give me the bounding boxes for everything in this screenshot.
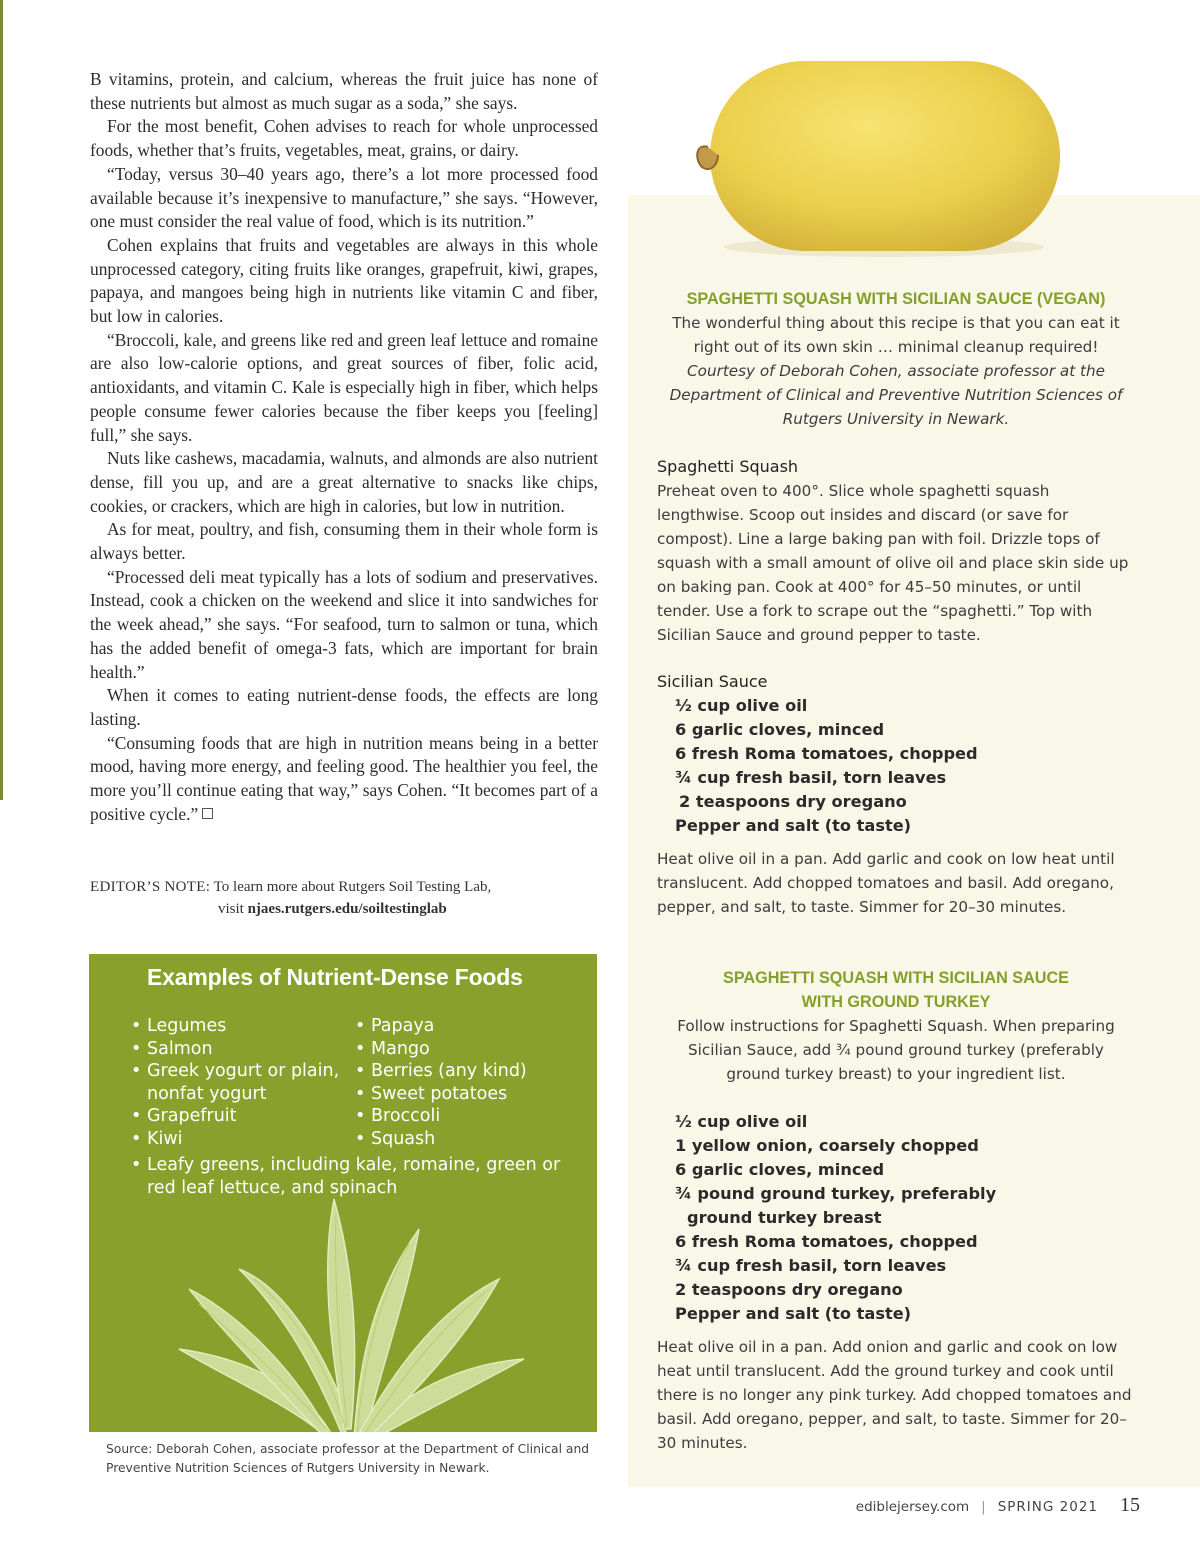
article-paragraph: Nuts like cashews, macadamia, walnuts, and almonds are also nutrient dense, fill you up, and are a great alternative to snacks like chips, cookies, or crackers, which are high in calories, but low in nutrition. bbox=[90, 448, 598, 516]
article-body bbox=[90, 68, 598, 827]
footer-separator: | bbox=[981, 1499, 986, 1515]
page-edge-rule bbox=[0, 0, 3, 800]
recipe-turkey-title-line2: WITH GROUND TURKEY bbox=[801, 993, 991, 1011]
ingredient-item: ¾ cup fresh basil, torn leaves bbox=[675, 1256, 947, 1275]
turkey-sauce-method: Heat olive oil in a pan. Add onion and garlic and cook on low heat until translucent. Add the ground turkey and cook until there is no longer any pink turkey. Add chopped tomatoes and basil. Add oregano, pepper, and salt, to taste. Simmer for 20–30 minutes. bbox=[657, 1338, 1132, 1452]
ingredient-item: 6 fresh Roma tomatoes, chopped bbox=[675, 744, 978, 763]
ingredient-item: 6 fresh Roma tomatoes, chopped bbox=[675, 1232, 978, 1251]
ingredient-item: ¾ cup fresh basil, torn leaves bbox=[675, 768, 947, 787]
food-item: • Leafy greens, including kale, romaine, green or red leaf lettuce, and spinach bbox=[131, 1154, 571, 1199]
sicilian-sauce-heading: Sicilian Sauce bbox=[657, 672, 768, 691]
ingredient-item: 2 teaspoons dry oregano bbox=[675, 1280, 903, 1299]
food-item: • Broccoli bbox=[355, 1105, 565, 1128]
leafy-greens-illustration bbox=[169, 1189, 529, 1432]
recipe-vegan-title: SPAGHETTI SQUASH WITH SICILIAN SAUCE (VEGAN) bbox=[686, 290, 1106, 308]
recipe-vegan-courtesy: Courtesy of Deborah Cohen, associate professor at the Department of Clinical and Preventive Nutrition Sciences of Rutgers University in Newark. bbox=[669, 362, 1123, 428]
article-paragraph: For the most benefit, Cohen advises to reach for whole unprocessed foods, whether that’s fruits, vegetables, meat, grains, or dairy. bbox=[90, 116, 598, 161]
article-paragraph: When it comes to eating nutrient-dense foods, the effects are long lasting. bbox=[90, 685, 598, 729]
ingredient-item: 6 garlic cloves, minced bbox=[675, 1160, 885, 1179]
foods-column-right bbox=[355, 1015, 565, 1150]
ingredient-item: ½ cup olive oil bbox=[675, 1112, 808, 1131]
nutrient-box-source: Source: Deborah Cohen, associate professor at the Department of Clinical and Preventive Nutrition Sciences of Rutgers University in Newark. bbox=[106, 1442, 590, 1475]
nutrient-box-title: Examples of Nutrient-Dense Foods bbox=[147, 964, 523, 990]
editor-note-link[interactable]: njaes.rutgers.edu/soiltestinglab bbox=[247, 901, 447, 917]
spaghetti-squash-heading: Spaghetti Squash bbox=[657, 457, 799, 476]
page-number: 15 bbox=[1120, 1494, 1140, 1516]
food-item: • Grapefruit bbox=[131, 1105, 356, 1128]
turkey-sauce-ingredients bbox=[657, 1110, 1135, 1326]
ingredient-item: 1 yellow onion, coarsely chopped bbox=[675, 1136, 979, 1155]
food-item: • Sweet potatoes bbox=[355, 1083, 565, 1106]
footer-season: SPRING 2021 bbox=[997, 1499, 1098, 1515]
ingredient-item: ground turkey breast bbox=[687, 1208, 882, 1227]
spaghetti-squash-instructions: Preheat oven to 400°. Slice whole spaghetti squash lengthwise. Scoop out insides and discard (or save for compost). Line a large baking pan with foil. Drizzle tops of squash with a small amount of olive oil and place skin side up on baking pan. Cook at 400° for 45–50 minutes, or until tender. Use a fork to scrape out the “spaghetti.” Top with Sicilian Sauce and ground pepper to taste. bbox=[657, 482, 1129, 644]
ingredient-item: Pepper and salt (to taste) bbox=[675, 816, 912, 835]
ingredient-item: 2 teaspoons dry oregano bbox=[679, 792, 907, 811]
editor-note-label: EDITOR’S NOTE: bbox=[90, 879, 211, 895]
editor-note-visit: visit bbox=[218, 901, 244, 917]
recipe-vegan-intro: The wonderful thing about this recipe is that you can eat it right out of its own skin … minimal cleanup required! bbox=[672, 314, 1120, 356]
editor-note bbox=[90, 876, 598, 920]
recipe-turkey-intro: Follow instructions for Spaghetti Squash. When preparing Sicilian Sauce, add ¾ pound ground turkey (preferably ground turkey breast) to your ingredient list. bbox=[677, 1017, 1115, 1083]
article-paragraph-last: “Consuming foods that are high in nutrition means being in a better mood, having more energy, and feeling good. The healthier you feel, the more you’ll continue eating that way,” says Cohen. “It becomes part of a positive cycle.” bbox=[90, 732, 598, 824]
food-item: • Greek yogurt or plain, nonfat yogurt bbox=[131, 1060, 356, 1105]
ingredient-item: 6 garlic cloves, minced bbox=[675, 720, 885, 739]
article-paragraph: B vitamins, protein, and calcium, whereas the fruit juice has none of these nutrients but almost as much sugar as a soda,” she says. bbox=[90, 69, 598, 113]
ingredient-item: ½ cup olive oil bbox=[675, 696, 808, 715]
article-paragraph: As for meat, poultry, and fish, consuming them in their whole form is always better. bbox=[90, 519, 598, 564]
page-footer bbox=[760, 1494, 1140, 1517]
food-item: • Papaya bbox=[355, 1015, 565, 1038]
recipe-turkey-title-line1: SPAGHETTI SQUASH WITH SICILIAN SAUCE bbox=[723, 969, 1069, 987]
food-item: • Berries (any kind) bbox=[355, 1060, 565, 1083]
spaghetti-squash-photo bbox=[688, 55, 1070, 263]
ingredient-item: ¾ pound ground turkey, preferably bbox=[675, 1184, 997, 1203]
food-item: • Legumes bbox=[131, 1015, 356, 1038]
food-item: • Salmon bbox=[131, 1038, 356, 1061]
sicilian-sauce-method: Heat olive oil in a pan. Add garlic and cook on low heat until translucent. Add chopped tomatoes and basil. Add oregano, pepper, and salt, to taste. Simmer for 20–30 minutes. bbox=[657, 850, 1115, 916]
article-paragraph: Cohen explains that fruits and vegetables are always in this whole unprocessed category, citing fruits like oranges, grapefruit, kiwi, grapes, papaya, and mangoes being high in nutrients like vitamin C and fiber, but low in calories. bbox=[90, 234, 598, 327]
footer-site[interactable]: ediblejersey.com bbox=[855, 1499, 970, 1515]
end-mark-icon bbox=[202, 808, 213, 819]
editor-note-text: To learn more about Rutgers Soil Testing Lab, bbox=[213, 879, 492, 895]
recipe-vegan bbox=[657, 287, 1135, 919]
food-item: • Squash bbox=[355, 1128, 565, 1151]
ingredient-item: Pepper and salt (to taste) bbox=[675, 1304, 912, 1323]
article-paragraph: “Today, versus 30–40 years ago, there’s a lot more processed food available because it’s inexpensive to manufacture,” she says. “However, one must consider the real value of food, which is its nutrition.” bbox=[90, 163, 598, 232]
article-paragraph: “Processed deli meat typically has a lots of sodium and preservatives. Instead, cook a chicken on the weekend and slice it into sandwiches for the week ahead,” she says. “For seafood, turn to salmon or tuna, which has the added benefit of omega-3 fats, which are important for brain health.” bbox=[90, 566, 598, 682]
foods-column-left bbox=[131, 1015, 356, 1150]
recipe-turkey bbox=[657, 966, 1135, 1455]
article-paragraph: “Broccoli, kale, and greens like red and green leaf lettuce and romaine are also low-calorie options, and great sources of fiber, folic acid, antioxidants, and vitamin C. Kale is especially high in fiber, which helps people consume fewer calories because the fiber keeps you [feeling] full,” she says. bbox=[90, 329, 598, 445]
nutrient-dense-foods-box bbox=[89, 954, 597, 1432]
sicilian-sauce-ingredients bbox=[657, 694, 1135, 838]
food-item: • Mango bbox=[355, 1038, 565, 1061]
food-item: • Kiwi bbox=[131, 1128, 356, 1151]
